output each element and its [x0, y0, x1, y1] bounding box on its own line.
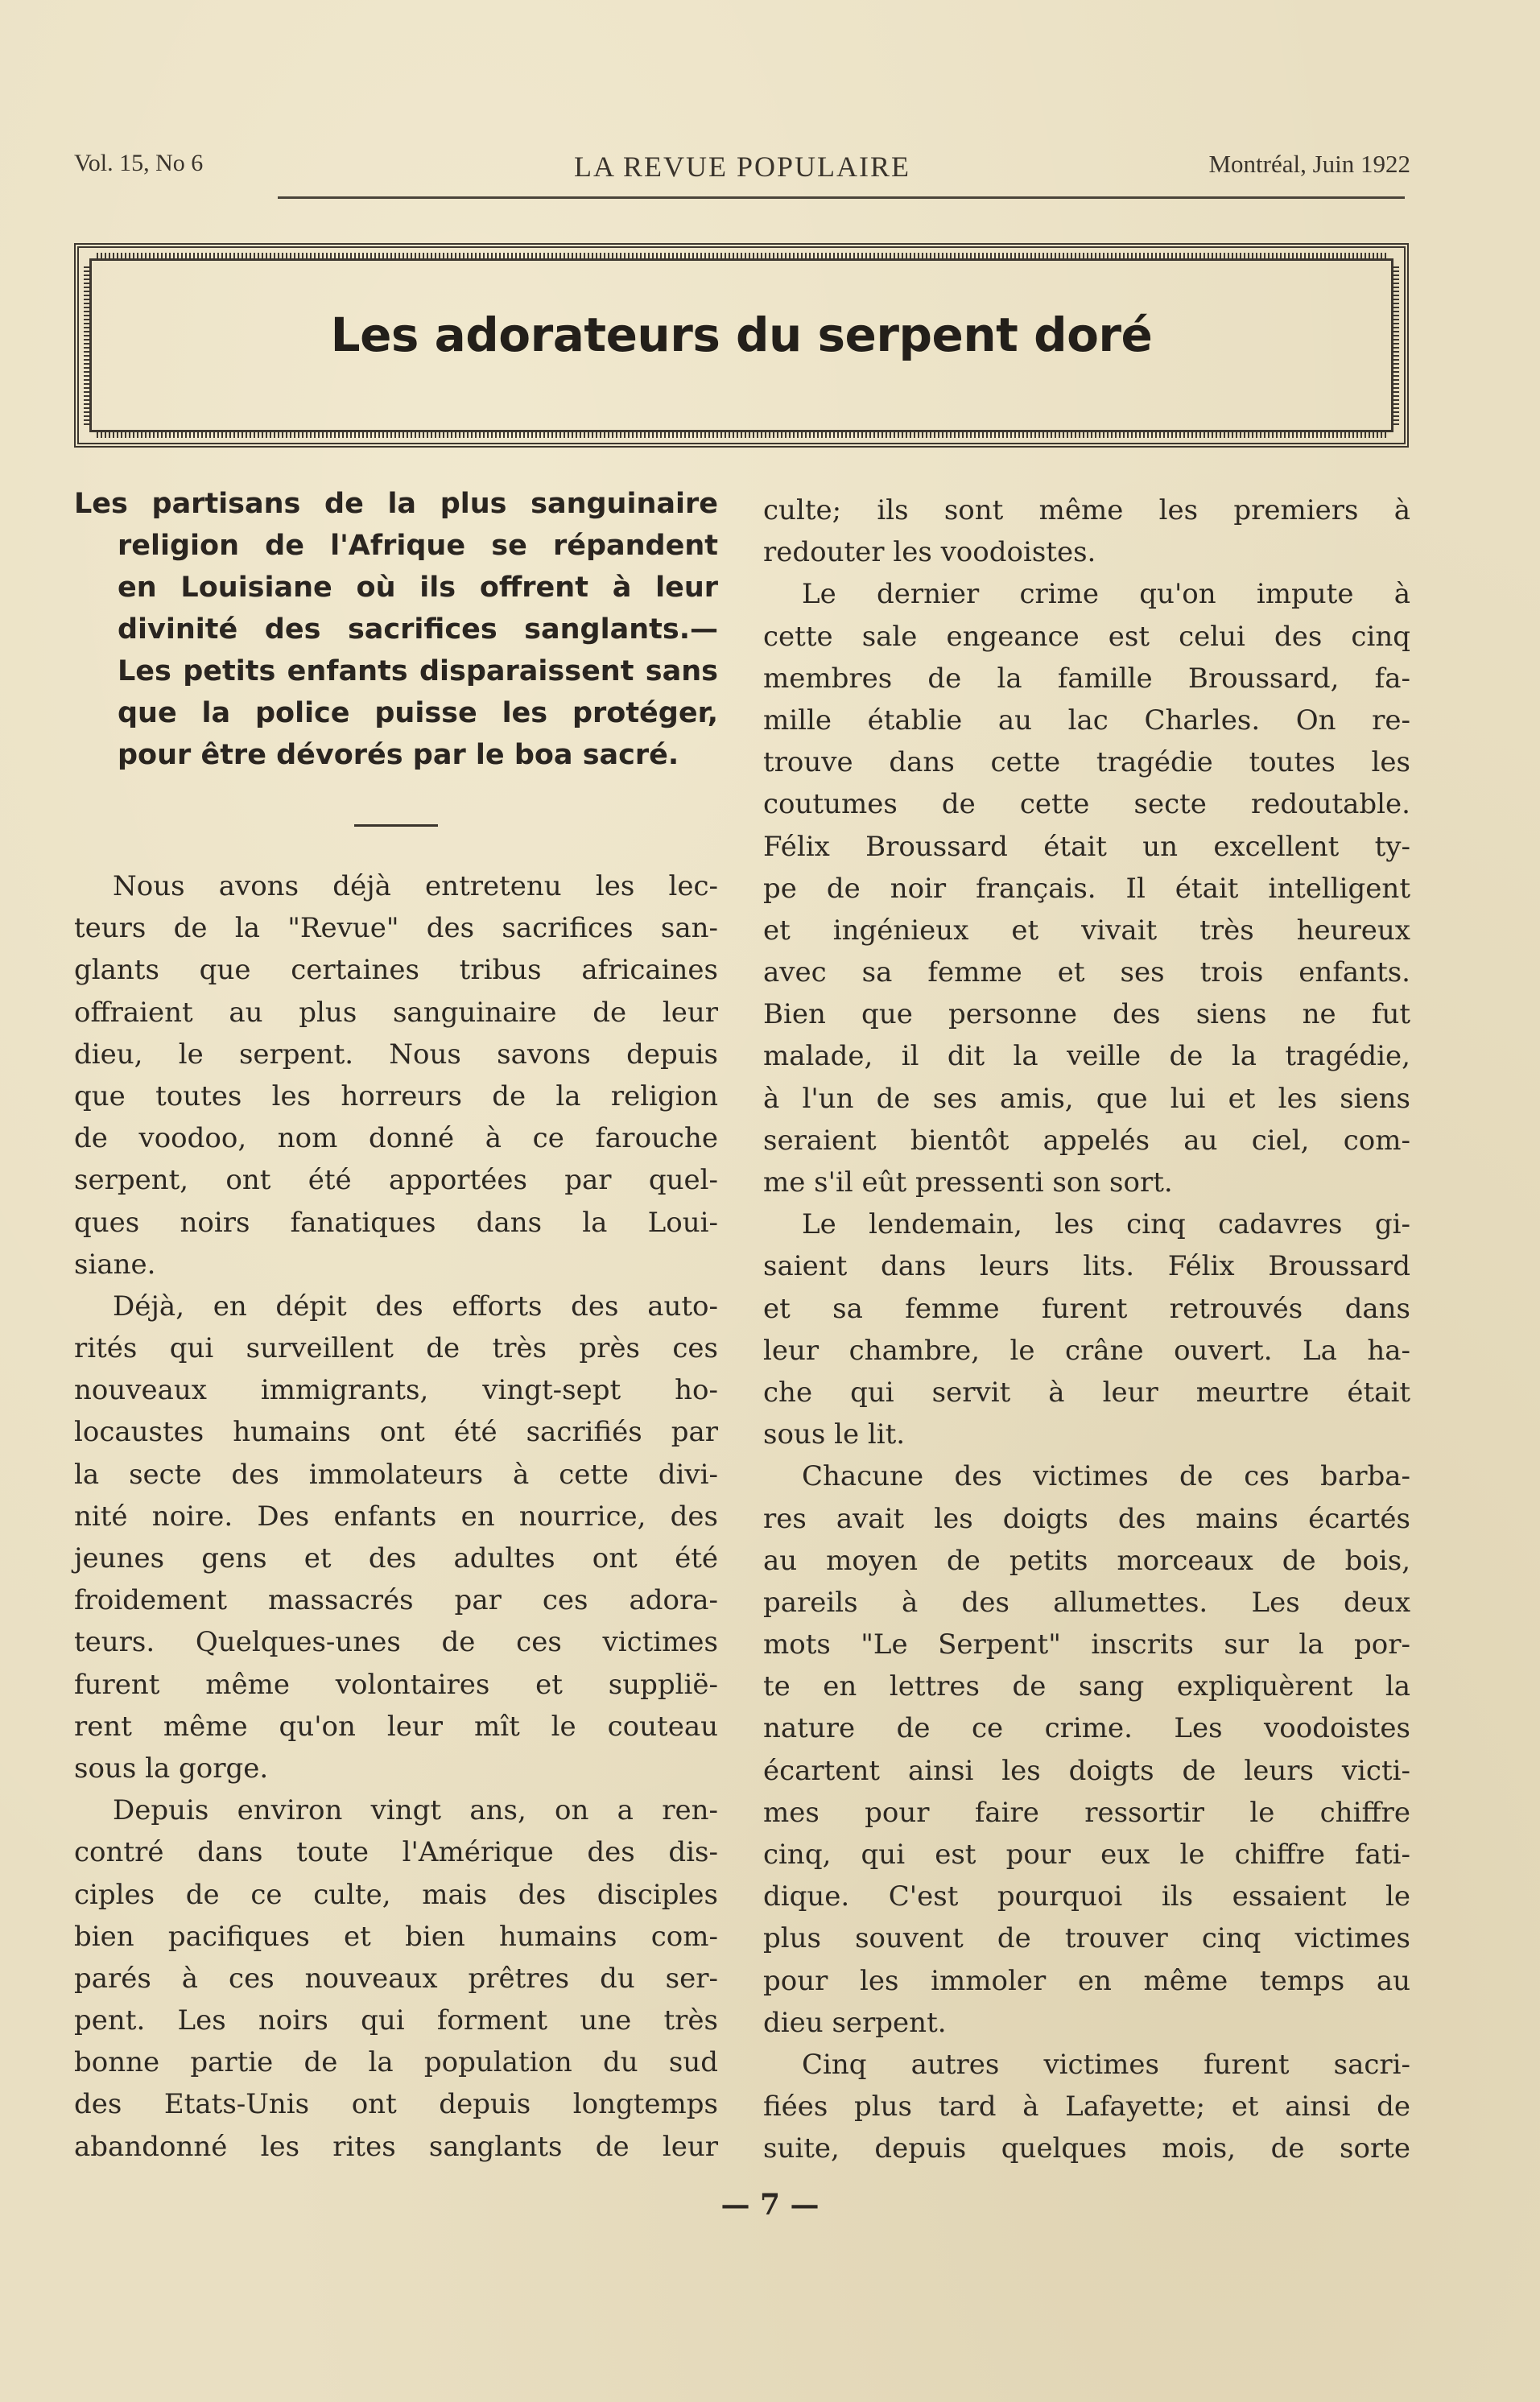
text-line: locaustes humains ont été sacrifiés par [74, 1416, 718, 1449]
header-rule [278, 196, 1405, 199]
text-line: nité noire. Des enfants en nourrice, des [74, 1500, 718, 1533]
text-line: contré dans toute l'Amérique des dis- [74, 1836, 718, 1869]
text-line: culte; ils sont même les premiers à [763, 494, 1410, 526]
text-line: coutumes de cette secte redoutable. [763, 788, 1410, 821]
text-line: redouter les voodoistes. [763, 536, 1096, 569]
issue-date: Montréal, Juin 1922 [1208, 150, 1410, 178]
deck-line: religion de l'Afrique se répandent [118, 530, 718, 562]
text-line: et ingénieux et vivait très heureux [763, 914, 1410, 947]
text-line: abandonné les rites sanglants de leur [74, 2130, 718, 2163]
text-line: ciples de ce culte, mais des disciples [74, 1878, 718, 1911]
frame-border-bottom [97, 430, 1386, 438]
text-line: Nous avons déjà entretenu les lec- [113, 870, 718, 902]
text-line: parés à ces nouveaux prêtres du ser- [74, 1962, 718, 1995]
text-line: sous le lit. [763, 1418, 906, 1451]
text-line: cinq, qui est pour eux le chiffre fati- [763, 1839, 1410, 1871]
text-line: bien pacifiques et bien humains com- [74, 1920, 718, 1953]
frame-border-top [97, 253, 1386, 261]
text-line: trouve dans cette tragédie toutes les [763, 746, 1410, 779]
text-line: nouveaux immigrants, vingt-sept ho- [74, 1374, 718, 1407]
text-line: membres de la famille Broussard, fa- [763, 662, 1410, 695]
text-line: me s'il eût pressenti son sort. [763, 1166, 1173, 1199]
text-line: pent. Les noirs qui forment une très [74, 2004, 718, 2037]
text-line: offraient au plus sanguinaire de leur [74, 996, 718, 1029]
text-line: ques noirs fanatiques dans la Loui- [74, 1206, 718, 1239]
text-line: la secte des immolateurs à cette divi- [74, 1458, 718, 1491]
text-line: Le lendemain, les cinq cadavres gi- [802, 1208, 1410, 1241]
page-number: — 7 — [720, 2188, 820, 2222]
text-line: pour les immoler en même temps au [763, 1964, 1410, 1997]
text-line: Déjà, en dépit des efforts des auto- [113, 1290, 718, 1323]
text-line: et sa femme furent retrouvés dans [763, 1292, 1410, 1325]
text-line: jeunes gens et des adultes ont été [74, 1542, 718, 1575]
text-line: de voodoo, nom donné à ce farouche [74, 1122, 718, 1155]
deck-line: Les partisans de la plus sanguinaire [74, 488, 718, 520]
text-line: Bien que personne des siens ne fut [763, 998, 1410, 1031]
masthead: LA REVUE POPULAIRE [573, 151, 910, 183]
text-line: te en lettres de sang expliquèrent la [763, 1670, 1410, 1703]
text-line: che qui servit à leur meurtre était [763, 1376, 1410, 1409]
deck-line: que la police puisse les protéger, [118, 697, 718, 729]
text-line: serpent, ont été apportées par quel- [74, 1164, 718, 1197]
deck-line: pour être dévorés par le boa sacré. [118, 739, 679, 771]
text-line: teurs. Quelques-unes de ces victimes [74, 1626, 718, 1659]
text-line: mots "Le Serpent" inscrits sur la por- [763, 1628, 1410, 1661]
text-line: à l'un de ses amis, que lui et les siens [763, 1082, 1410, 1115]
text-line: bonne partie de la population du sud [74, 2046, 718, 2079]
deck-line: en Louisiane où ils offrent à leur [118, 572, 718, 604]
text-line: au moyen de petits morceaux de bois, [763, 1544, 1410, 1577]
text-line: saient dans leurs lits. Félix Broussard [763, 1250, 1410, 1283]
text-line: pareils à des allumettes. Les deux [763, 1586, 1410, 1619]
text-line: écartent ainsi les doigts de leurs victi- [763, 1754, 1410, 1787]
text-line: leur chambre, le crâne ouvert. La ha- [763, 1334, 1410, 1367]
text-line: suite, depuis quelques mois, de sorte [763, 2132, 1410, 2165]
text-line: avec sa femme et ses trois enfants. [763, 956, 1410, 989]
text-line: cette sale engeance est celui des cinq [763, 620, 1410, 653]
text-line: Le dernier crime qu'on impute à [802, 578, 1410, 611]
text-line: pe de noir français. Il était intelligent [763, 872, 1410, 905]
text-line: dique. C'est pourquoi ils essaient le [763, 1880, 1410, 1913]
text-line: dieu serpent. [763, 2006, 947, 2039]
text-line: nature de ce crime. Les voodoistes [763, 1712, 1410, 1745]
text-line: furent même volontaires et supplië- [74, 1668, 718, 1701]
text-line: mes pour faire ressortir le chiffre [763, 1796, 1410, 1829]
volume-number: Vol. 15, No 6 [74, 150, 204, 176]
text-line: mille établie au lac Charles. On re- [763, 704, 1410, 737]
text-line: rent même qu'on leur mît le couteau [74, 1710, 718, 1743]
text-line: Félix Broussard était un excellent ty- [763, 830, 1410, 863]
title-frame [74, 243, 1409, 448]
text-line: Depuis environ vingt ans, on a ren- [113, 1794, 718, 1827]
text-line: res avait les doigts des mains écartés [763, 1502, 1410, 1535]
left-column [74, 865, 718, 2168]
text-line: rités qui surveillent de très près ces [74, 1332, 718, 1365]
page-header [74, 150, 1410, 190]
section-separator [354, 824, 438, 827]
text-line: des Etats-Unis ont depuis longtemps [74, 2088, 718, 2121]
text-line: plus souvent de trouver cinq victimes [763, 1922, 1410, 1955]
text-line: sous la gorge. [74, 1752, 269, 1785]
text-line: froidement massacrés par ces adora- [74, 1584, 718, 1617]
text-line: malade, il dit la veille de la tragédie, [763, 1040, 1410, 1073]
text-line: seraient bientôt appelés au ciel, com- [763, 1124, 1410, 1157]
deck-line: Les petits enfants disparaissent sans [118, 655, 718, 687]
article-title: Les adorateurs du serpent doré [330, 307, 1153, 362]
article-deck [74, 483, 718, 776]
text-line: teurs de la "Revue" des sacrifices san- [74, 912, 718, 945]
text-line: dieu, le serpent. Nous savons depuis [74, 1038, 718, 1071]
text-line: Chacune des victimes de ces barba- [802, 1460, 1410, 1493]
deck-line: divinité des sacrifices sanglants.— [118, 613, 718, 646]
text-line: fiées plus tard à Lafayette; et ainsi de [763, 2090, 1410, 2123]
text-line: que toutes les horreurs de la religion [74, 1079, 718, 1112]
text-line: Cinq autres victimes furent sacri- [802, 2048, 1410, 2081]
right-column [763, 489, 1410, 2170]
text-line: glants que certaines tribus africaines [74, 954, 718, 987]
text-line: siane. [74, 1248, 156, 1281]
